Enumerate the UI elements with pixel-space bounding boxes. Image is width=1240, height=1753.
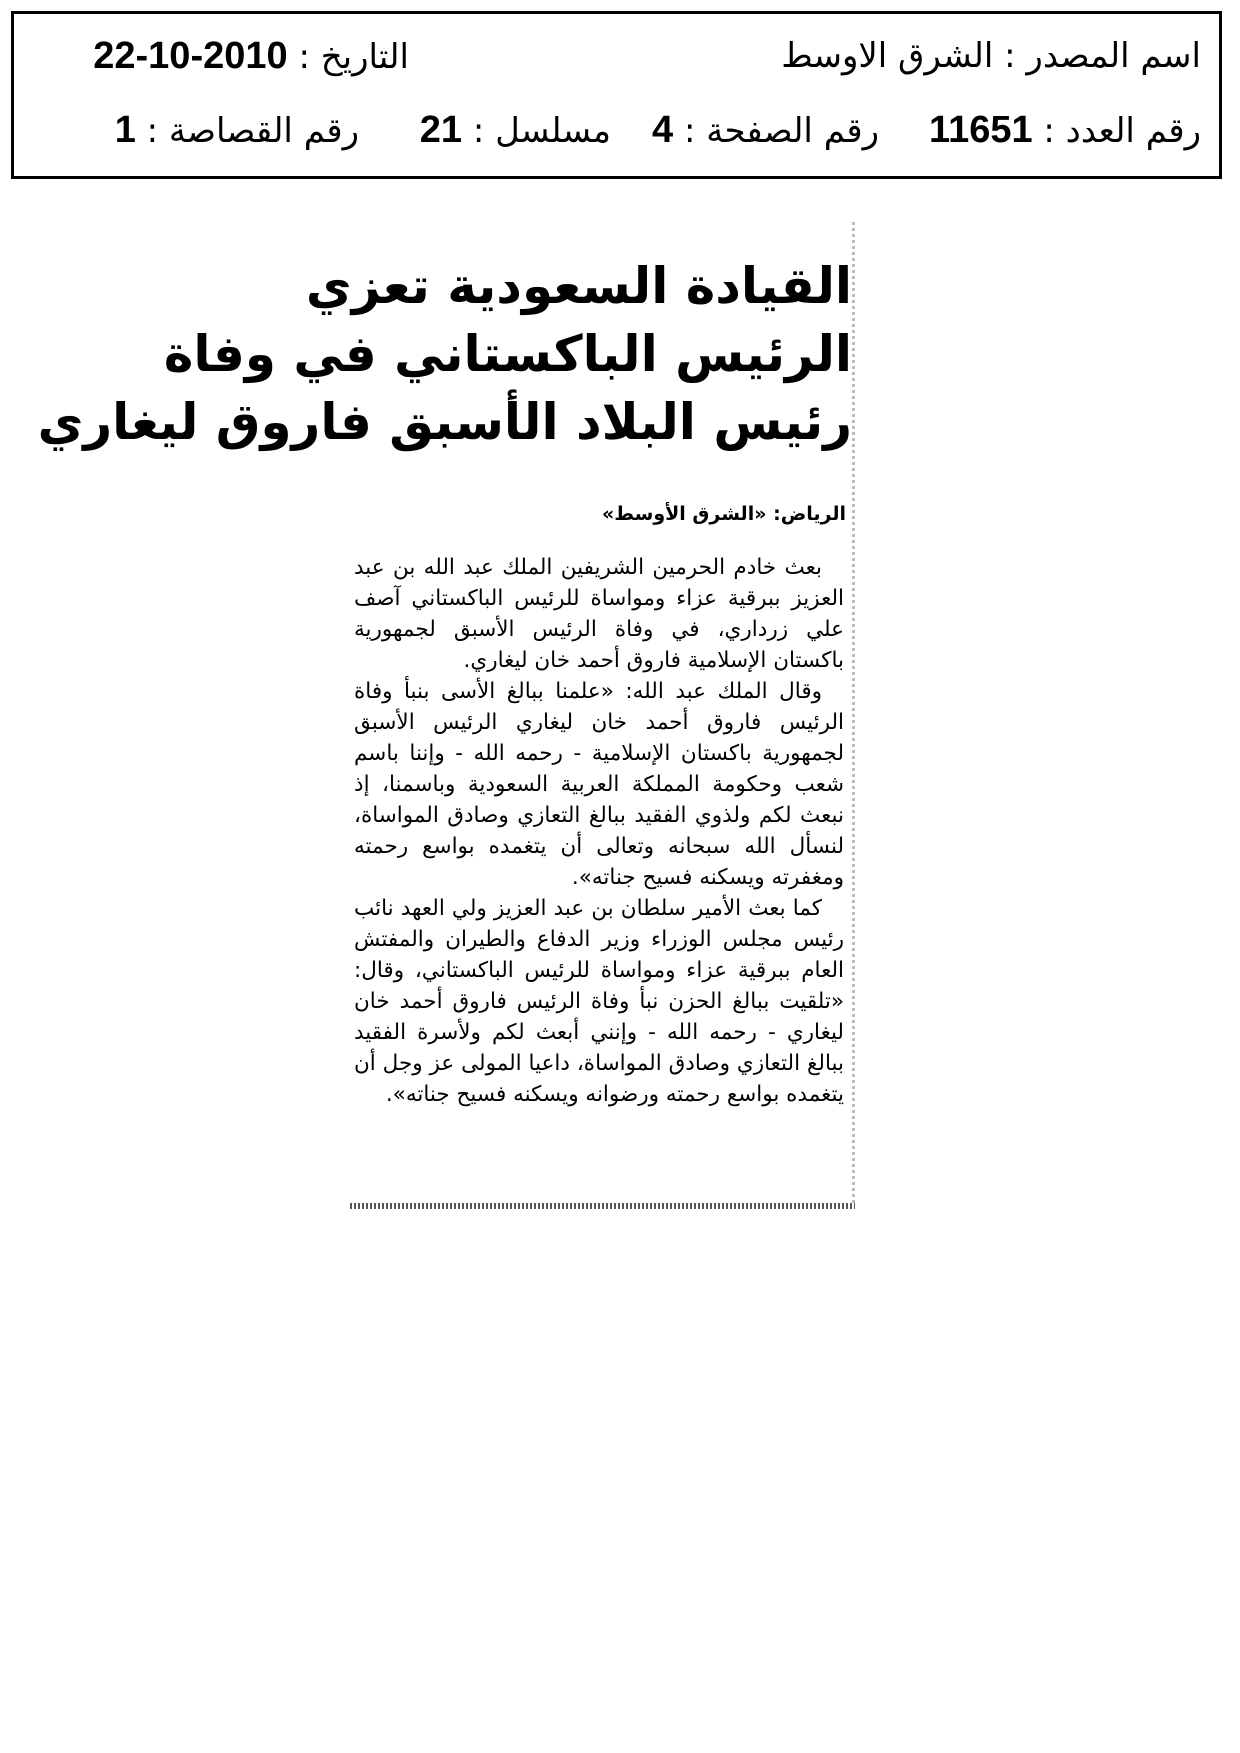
clipping-header-box xyxy=(11,11,1222,179)
article-headline xyxy=(37,252,852,456)
article-paragraph: كما بعث الأمير سلطان بن عبد العزيز ولي العهد نائب رئيس مجلس الوزراء وزير الدفاع والطيران والمفتش العام ببرقية عزاء ومواساة للرئيس الباكستاني، وقال: «تلقيت ببالغ الحزن نبأ وفاة الرئيس فاروق أحمد خان ليغاري - رحمه الله - وإنني أبعث لكم ولأسرة الفقيد ببالغ التعازي وصادق المواساة، داعيا المولى عز وجل أن يتغمده بواسع رحمته ورضوانه ويسكنه فسيح جناته». xyxy=(354,896,844,1107)
clip-number-field xyxy=(115,110,359,151)
page-value: 4 xyxy=(652,109,674,151)
date-field xyxy=(93,36,409,77)
article-paragraph: بعث خادم الحرمين الشريفين الملك عبد الله بن عبد العزيز ببرقية عزاء ومواساة للرئيس الباكستاني آصف علي زرداري، في وفاة الرئيس الأسبق لجمهورية باكستان الإسلامية فاروق أحمد خان ليغاري. xyxy=(354,555,844,673)
newspaper-clipping xyxy=(37,222,862,1222)
issue-value: 11651 xyxy=(929,109,1033,151)
headline-line: رئيس البلاد الأسبق فاروق ليغاري xyxy=(37,393,852,451)
source-value: الشرق الاوسط xyxy=(781,36,994,76)
page-field xyxy=(652,110,879,151)
issue-label: رقم العدد : xyxy=(1043,111,1201,151)
page-label: رقم الصفحة : xyxy=(683,111,879,151)
serial-label: مسلسل : xyxy=(472,111,611,151)
date-label: التاريخ : xyxy=(298,37,409,77)
clip-number-value: 1 xyxy=(114,109,136,151)
article-dateline: الرياض: «الشرق الأوسط» xyxy=(602,503,846,525)
headline-line: الرئيس الباكستاني في وفاة xyxy=(163,325,852,383)
date-value: 2010-10-22 xyxy=(93,35,288,77)
source-label: اسم المصدر : xyxy=(1004,36,1201,76)
headline-line: القيادة السعودية تعزي xyxy=(305,257,852,315)
serial-value: 21 xyxy=(419,109,463,151)
serial-field xyxy=(420,110,611,151)
article-paragraph: وقال الملك عبد الله: «علمنا ببالغ الأسى بنبأ وفاة الرئيس فاروق أحمد خان ليغاري الرئيس الأسبق لجمهورية باكستان الإسلامية - رحمه الله - وإننا باسم شعب وحكومة المملكة العربية السعودية وباسمنا، إذ نبعث لكم ولذوي الفقيد ببالغ التعازي وصادق المواساة، لنسأل الله سبحانه وتعالى أن يتغمده بواسع رحمته ومغفرته ويسكنه فسيح جناته». xyxy=(354,679,844,890)
source-field xyxy=(781,36,1201,76)
issue-field xyxy=(929,110,1201,151)
article-end-rule xyxy=(350,1203,855,1209)
article-body xyxy=(354,552,844,1110)
clip-number-label: رقم القصاصة : xyxy=(146,111,359,151)
